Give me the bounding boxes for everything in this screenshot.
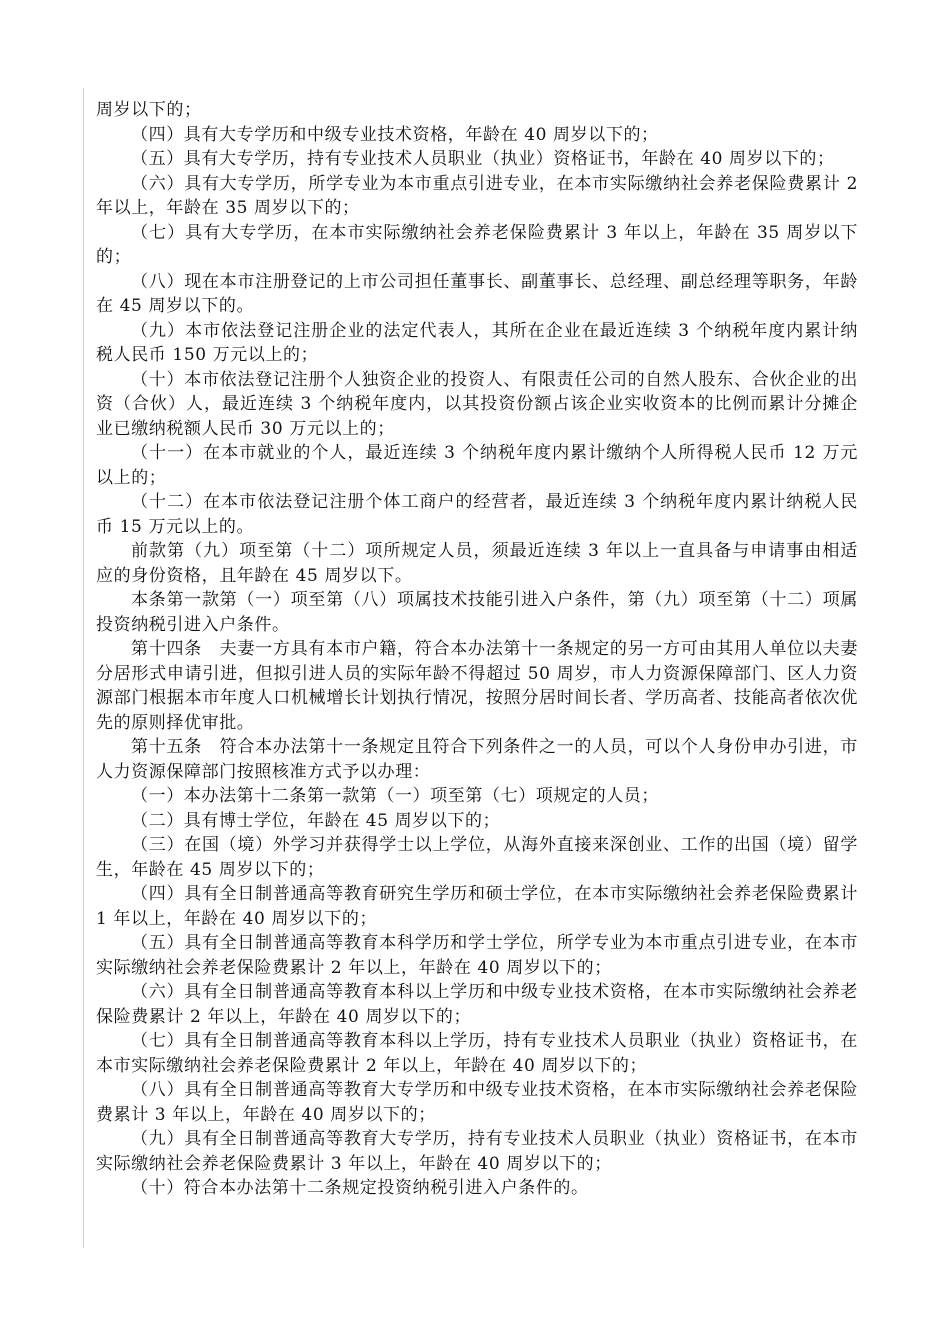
paragraph-note-investment: 前款第（九）项至第（十二）项所规定人员，须最近连续 3 年以上一直具备与申请事由相适应的身份资格，且年龄在 45 周岁以下。: [96, 541, 858, 586]
paragraph-clause-11: （十一）在本市就业的个人，最近连续 3 个纳税年度内累计缴纳个人所得税人民币 12 万元以上的；: [96, 443, 858, 488]
article-15-item-9: （九）具有全日制普通高等教育大专学历，持有专业技术人员职业（执业）资格证书，在本市实际缴纳社会养老保险费累计 3 年以上，年龄在 40 周岁以下的；: [96, 1129, 858, 1174]
article-15: 第十五条 符合本办法第十一条规定且符合下列条件之一的人员，可以个人身份申办引进，市人力资源保障部门按照核准方式予以办理：: [96, 737, 858, 782]
article-15-item-6: （六）具有全日制普通高等教育本科以上学历和中级专业技术资格，在本市实际缴纳社会养老保险费累计 2 年以上，年龄在 40 周岁以下的；: [96, 982, 858, 1027]
paragraph-note-categories: 本条第一款第（一）项至第（八）项属技术技能引进入户条件，第（九）项至第（十二）项属投资纳税引进入户条件。: [96, 590, 858, 635]
article-15-item-5: （五）具有全日制普通高等教育本科学历和学士学位，所学专业为本市重点引进专业，在本市实际缴纳社会养老保险费累计 2 年以上，年龄在 40 周岁以下的；: [96, 933, 858, 978]
paragraph-clause-5: （五）具有大专学历，持有专业技术人员职业（执业）资格证书，年龄在 40 周岁以下的；: [131, 149, 835, 169]
page-margin-rule: [83, 88, 84, 1248]
article-15-item-7: （七）具有全日制普通高等教育本科以上学历，持有专业技术人员职业（执业）资格证书，在本市实际缴纳社会养老保险费累计 2 年以上，年龄在 40 周岁以下的；: [96, 1031, 858, 1076]
paragraph-clause-10: （十）本市依法登记注册个人独资企业的投资人、有限责任公司的自然人股东、合伙企业的出资（合伙）人，最近连续 3 个纳税年度内，以其投资份额占该企业实收资本的比例而累计分摊企业已缴纳税额人民币 30 万元以上的；: [96, 369, 858, 439]
article-15-item-2: （二）具有博士学位，年龄在 45 周岁以下的；: [131, 810, 501, 831]
article-14: 第十四条 夫妻一方具有本市户籍，符合本办法第十一条规定的另一方可由其用人单位以夫妻分居形式申请引进，但拟引进人员的实际年龄不得超过 50 周岁，市人力资源保障部门、区人力资源部门根据本市年度人口机械增长计划执行情况，按照分居时间长者、学历高者、技能高者依次优先的原则择优审批。: [96, 639, 858, 733]
article-15-item-4: （四）具有全日制普通高等教育研究生学历和硕士学位，在本市实际缴纳社会养老保险费累计 1 年以上，年龄在 40 周岁以下的；: [96, 884, 858, 929]
paragraph-clause-4: （四）具有大专学历和中级专业技术资格，年龄在 40 周岁以下的；: [131, 124, 659, 145]
article-15-item-1: （一）本办法第十二条第一款第（一）项至第（七）项规定的人员；: [131, 786, 659, 806]
paragraph-clause-7: （七）具有大专学历，在本市实际缴纳社会养老保险费累计 3 年以上，年龄在 35 周岁以下的；: [96, 222, 858, 267]
document-body: [96, 98, 858, 1201]
article-15-item-3: （三）在国（境）外学习并获得学士以上学位，从海外直接来深创业、工作的出国（境）留学生，年龄在 45 周岁以下的；: [96, 835, 858, 880]
paragraph-continuation: 周岁以下的；: [96, 100, 202, 120]
article-15-item-10: （十）符合本办法第十二条规定投资纳税引进入户条件的。: [131, 1178, 589, 1198]
paragraph-clause-12: （十二）在本市依法登记注册个体工商户的经营者，最近连续 3 个纳税年度内累计纳税人民币 15 万元以上的。: [96, 492, 858, 537]
article-15-item-8: （八）具有全日制普通高等教育大专学历和中级专业技术资格，在本市实际缴纳社会养老保险费累计 3 年以上，年龄在 40 周岁以下的；: [96, 1080, 858, 1125]
paragraph-clause-6: （六）具有大专学历，所学专业为本市重点引进专业，在本市实际缴纳社会养老保险费累计 2 年以上，年龄在 35 周岁以下的；: [96, 173, 858, 218]
paragraph-clause-9: （九）本市依法登记注册企业的法定代表人，其所在企业在最近连续 3 个纳税年度内累计纳税人民币 150 万元以上的；: [96, 320, 858, 365]
paragraph-clause-8: （八）现在本市注册登记的上市公司担任董事长、副董事长、总经理、副总经理等职务，年龄在 45 周岁以下的。: [96, 271, 858, 316]
